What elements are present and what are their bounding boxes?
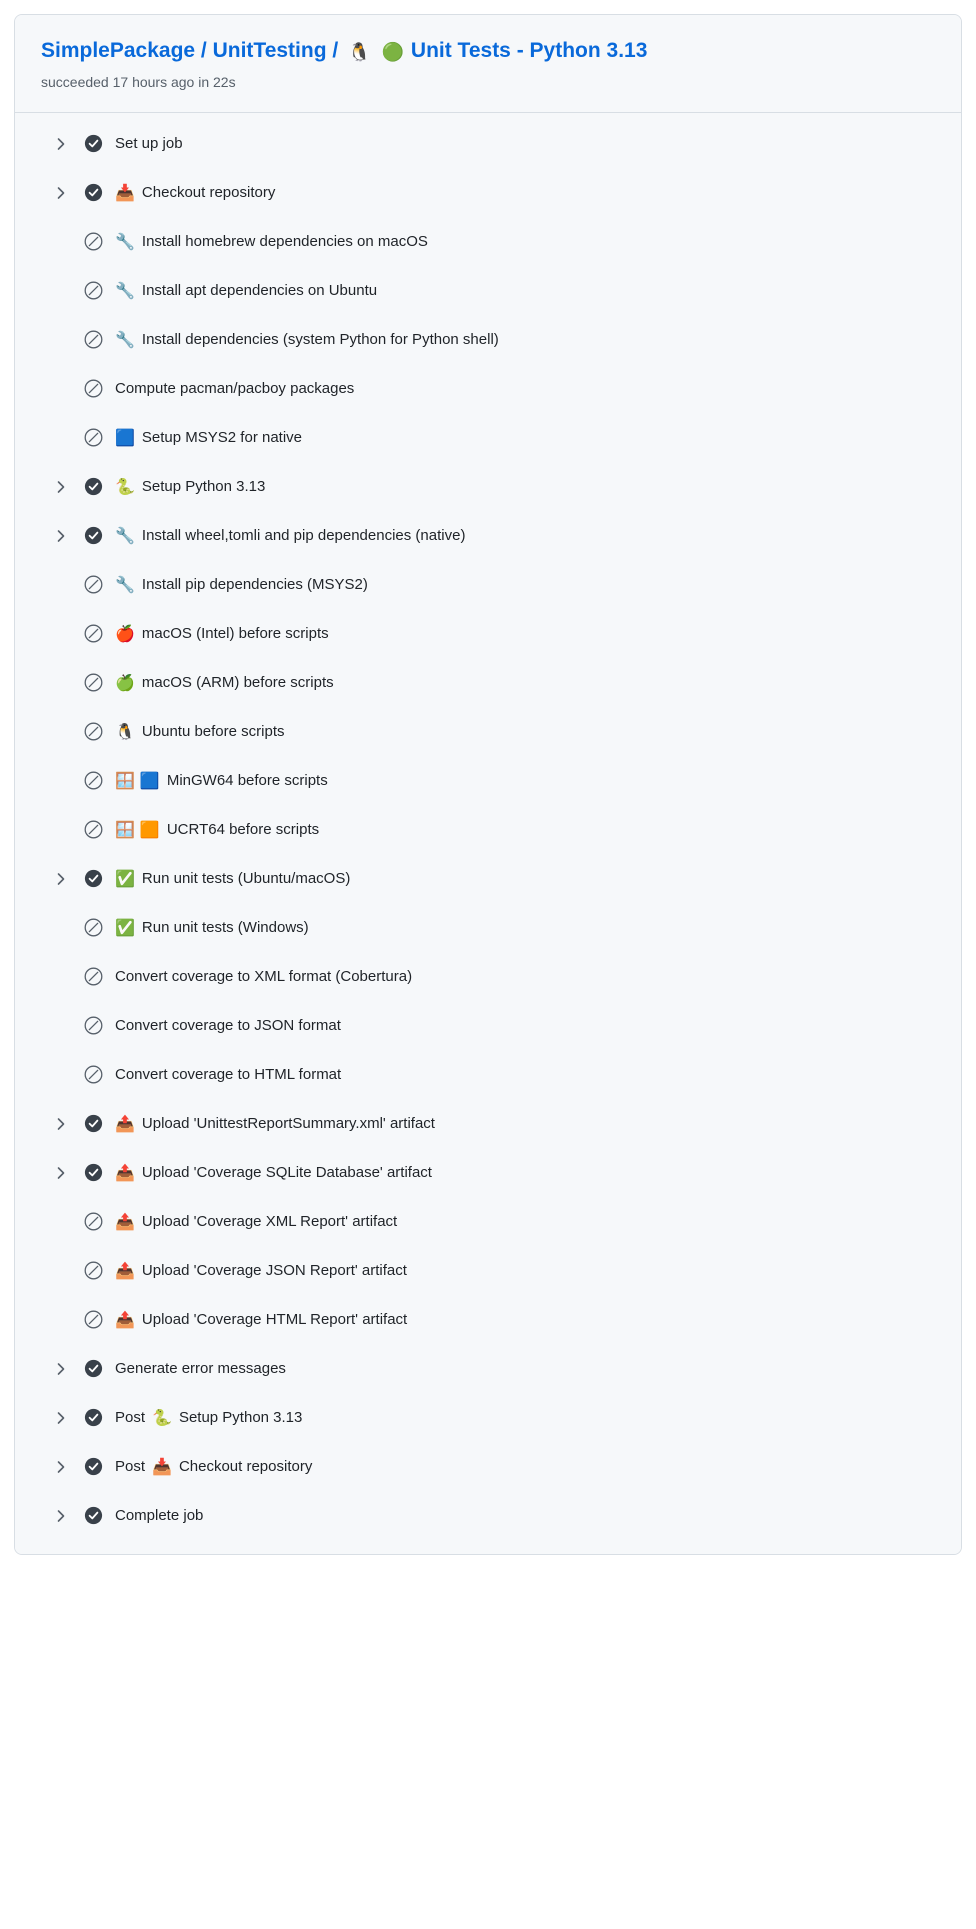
step-emoji-icon: ✅ (115, 919, 135, 937)
step-label (115, 1212, 397, 1232)
chevron-right-icon[interactable] (51, 1362, 71, 1376)
success-check-icon (77, 183, 109, 202)
step-emoji-secondary-icon: 🟧 (139, 821, 160, 839)
skipped-icon (77, 722, 109, 741)
skipped-icon (77, 428, 109, 447)
step-label-text: Generate error messages (115, 1359, 286, 1377)
step-row[interactable] (15, 1246, 961, 1295)
success-check-icon (77, 1359, 109, 1378)
step-row[interactable] (15, 1148, 961, 1197)
success-check-icon (77, 1408, 109, 1427)
chevron-right-icon[interactable] (51, 1166, 71, 1180)
chevron-right-icon[interactable] (51, 1509, 71, 1523)
step-row[interactable] (15, 1442, 961, 1491)
step-emoji-icon: 🐧 (115, 723, 135, 741)
step-label-text: Checkout repository (178, 1457, 313, 1475)
step-label-text: Upload 'Coverage XML Report' artifact (141, 1212, 398, 1230)
breadcrumb-repo-owner[interactable]: SimplePackage (41, 39, 196, 62)
step-emoji-icon: 🟦 (115, 429, 135, 447)
step-label (115, 330, 499, 350)
step-emoji-icon: 📥 (115, 184, 135, 202)
step-row[interactable] (15, 609, 961, 658)
step-row[interactable] (15, 756, 961, 805)
skipped-icon (77, 967, 109, 986)
step-label (115, 428, 302, 448)
step-label (115, 967, 412, 987)
step-label (115, 477, 265, 497)
skipped-icon (77, 1016, 109, 1035)
step-label (115, 820, 319, 840)
step-row[interactable] (15, 217, 961, 266)
step-label-text: Install pip dependencies (MSYS2) (141, 575, 368, 593)
step-row[interactable] (15, 413, 961, 462)
skipped-icon (77, 1310, 109, 1329)
skipped-icon (77, 673, 109, 692)
step-label-text: Install apt dependencies on Ubuntu (141, 281, 378, 299)
step-label-text: Upload 'Coverage SQLite Database' artifact (141, 1163, 432, 1181)
step-emoji-icon: 🔧 (115, 233, 135, 251)
step-row[interactable] (15, 854, 961, 903)
step-row[interactable] (15, 1099, 961, 1148)
step-emoji-icon: 📤 (115, 1115, 135, 1133)
step-row[interactable] (15, 1344, 961, 1393)
step-list (15, 113, 961, 1554)
step-label-text: Convert coverage to XML format (Cobertura) (115, 967, 413, 985)
step-label (115, 1261, 407, 1281)
breadcrumb-workflow[interactable]: UnitTesting (212, 39, 327, 62)
step-row[interactable] (15, 462, 961, 511)
chevron-right-icon[interactable] (51, 872, 71, 886)
success-check-icon (77, 526, 109, 545)
step-row[interactable] (15, 1197, 961, 1246)
skipped-icon (77, 820, 109, 839)
step-label-text: MinGW64 before scripts (166, 771, 328, 789)
success-check-icon (77, 477, 109, 496)
success-check-icon (77, 1114, 109, 1133)
chevron-right-icon[interactable] (51, 137, 71, 151)
job-status-text: succeeded 17 hours ago in 22s (41, 74, 236, 90)
job-header (15, 15, 961, 113)
step-label-text: Install dependencies (system Python for Python shell) (141, 330, 499, 348)
step-label-text: Setup Python 3.13 (178, 1408, 303, 1426)
step-label-text: Run unit tests (Windows) (141, 918, 309, 936)
step-label (115, 379, 354, 399)
step-emoji-icon: 🐍 (115, 478, 135, 496)
step-label (115, 771, 328, 791)
step-label (115, 1457, 312, 1477)
step-label (115, 526, 465, 546)
step-emoji-icon: 🔧 (115, 331, 135, 349)
chevron-right-icon[interactable] (51, 1117, 71, 1131)
page-title[interactable]: Unit Tests - Python 3.13 (410, 39, 648, 62)
step-row[interactable] (15, 511, 961, 560)
step-label (115, 1506, 203, 1526)
step-row[interactable] (15, 315, 961, 364)
step-label-text: Install wheel,tomli and pip dependencies (native) (141, 526, 466, 544)
skipped-icon (77, 624, 109, 643)
step-label-text: Ubuntu before scripts (141, 722, 285, 740)
step-label-text: Set up job (115, 134, 183, 152)
step-label (115, 1408, 302, 1428)
breadcrumb-separator-1: / (195, 39, 213, 62)
skipped-icon (77, 771, 109, 790)
breadcrumb-separator-2: / (326, 39, 345, 62)
step-row[interactable] (15, 266, 961, 315)
step-emoji-icon: 🐍 (152, 1409, 172, 1427)
step-label (115, 869, 350, 889)
step-label (115, 1114, 435, 1134)
step-label-text: Complete job (115, 1506, 204, 1524)
success-check-icon (77, 134, 109, 153)
skipped-icon (77, 575, 109, 594)
step-label-text: macOS (Intel) before scripts (141, 624, 329, 642)
step-label-text: Compute pacman/pacboy packages (115, 379, 355, 397)
chevron-right-icon[interactable] (51, 1411, 71, 1425)
success-check-icon (77, 1457, 109, 1476)
step-prefix: Post (115, 1408, 146, 1426)
step-emoji-icon: 🔧 (115, 282, 135, 300)
step-emoji-icon: 📤 (115, 1311, 135, 1329)
step-row[interactable] (15, 805, 961, 854)
step-emoji-icon: 📥 (152, 1458, 172, 1476)
step-emoji-icon: 📤 (115, 1262, 135, 1280)
step-row[interactable] (15, 1001, 961, 1050)
step-label (115, 1163, 432, 1183)
skipped-icon (77, 281, 109, 300)
step-label (115, 281, 377, 301)
step-label-text: Convert coverage to JSON format (115, 1016, 341, 1034)
step-label-text: Setup MSYS2 for native (141, 428, 303, 446)
step-label (115, 1065, 341, 1085)
skipped-icon (77, 330, 109, 349)
step-row[interactable] (15, 1295, 961, 1344)
step-emoji-secondary-icon: 🟦 (139, 772, 160, 790)
step-label (115, 673, 334, 693)
step-emoji-icon: 🍏 (115, 674, 135, 692)
job-title-row (41, 37, 935, 65)
step-row[interactable] (15, 119, 961, 168)
step-row[interactable] (15, 168, 961, 217)
step-label (115, 1359, 286, 1379)
ubuntu-icon: 🐧 (348, 42, 371, 62)
step-row[interactable] (15, 903, 961, 952)
step-row[interactable] (15, 364, 961, 413)
step-label-text: Run unit tests (Ubuntu/macOS) (141, 869, 351, 887)
step-label (115, 722, 285, 742)
step-label-text: Convert coverage to HTML format (115, 1065, 342, 1083)
step-label-text: Setup Python 3.13 (141, 477, 266, 495)
step-emoji-icon: 🔧 (115, 576, 135, 594)
skipped-icon (77, 918, 109, 937)
success-check-icon (77, 1506, 109, 1525)
step-label-text: Checkout repository (141, 183, 276, 201)
skipped-icon (77, 1065, 109, 1084)
job-panel (14, 14, 962, 1555)
chevron-right-icon[interactable] (51, 186, 71, 200)
step-label-text: Install homebrew dependencies on macOS (141, 232, 428, 250)
step-emoji-icon: ✅ (115, 870, 135, 888)
step-emoji-icon: 🍎 (115, 625, 135, 643)
skipped-icon (77, 232, 109, 251)
step-emoji-icon: 📤 (115, 1213, 135, 1231)
step-row[interactable] (15, 707, 961, 756)
step-label (115, 624, 329, 644)
step-row[interactable] (15, 1393, 961, 1442)
status-dot-icon: 🟢 (381, 42, 404, 62)
step-label-text: Upload 'Coverage JSON Report' artifact (141, 1261, 407, 1279)
step-label (115, 232, 428, 252)
step-emoji-icon: 📤 (115, 1164, 135, 1182)
chevron-right-icon[interactable] (51, 1460, 71, 1474)
step-row[interactable] (15, 560, 961, 609)
step-label-text: UCRT64 before scripts (166, 820, 320, 838)
skipped-icon (77, 379, 109, 398)
success-check-icon (77, 1163, 109, 1182)
step-emoji-icon: 🪟 (115, 772, 135, 790)
step-row[interactable] (15, 952, 961, 1001)
step-emoji-icon: 🔧 (115, 527, 135, 545)
step-label (115, 918, 309, 938)
chevron-right-icon[interactable] (51, 480, 71, 494)
skipped-icon (77, 1261, 109, 1280)
step-label-text: Upload 'UnittestReportSummary.xml' artifact (141, 1114, 435, 1132)
step-emoji-icon: 🪟 (115, 821, 135, 839)
step-row[interactable] (15, 1050, 961, 1099)
step-label (115, 183, 275, 203)
step-label-text: macOS (ARM) before scripts (141, 673, 334, 691)
step-label (115, 1310, 407, 1330)
skipped-icon (77, 1212, 109, 1231)
step-row[interactable] (15, 658, 961, 707)
step-prefix: Post (115, 1457, 146, 1475)
step-row[interactable] (15, 1491, 961, 1540)
success-check-icon (77, 869, 109, 888)
step-label-text: Upload 'Coverage HTML Report' artifact (141, 1310, 408, 1328)
step-label (115, 134, 183, 154)
step-label (115, 1016, 341, 1036)
chevron-right-icon[interactable] (51, 529, 71, 543)
step-label (115, 575, 368, 595)
